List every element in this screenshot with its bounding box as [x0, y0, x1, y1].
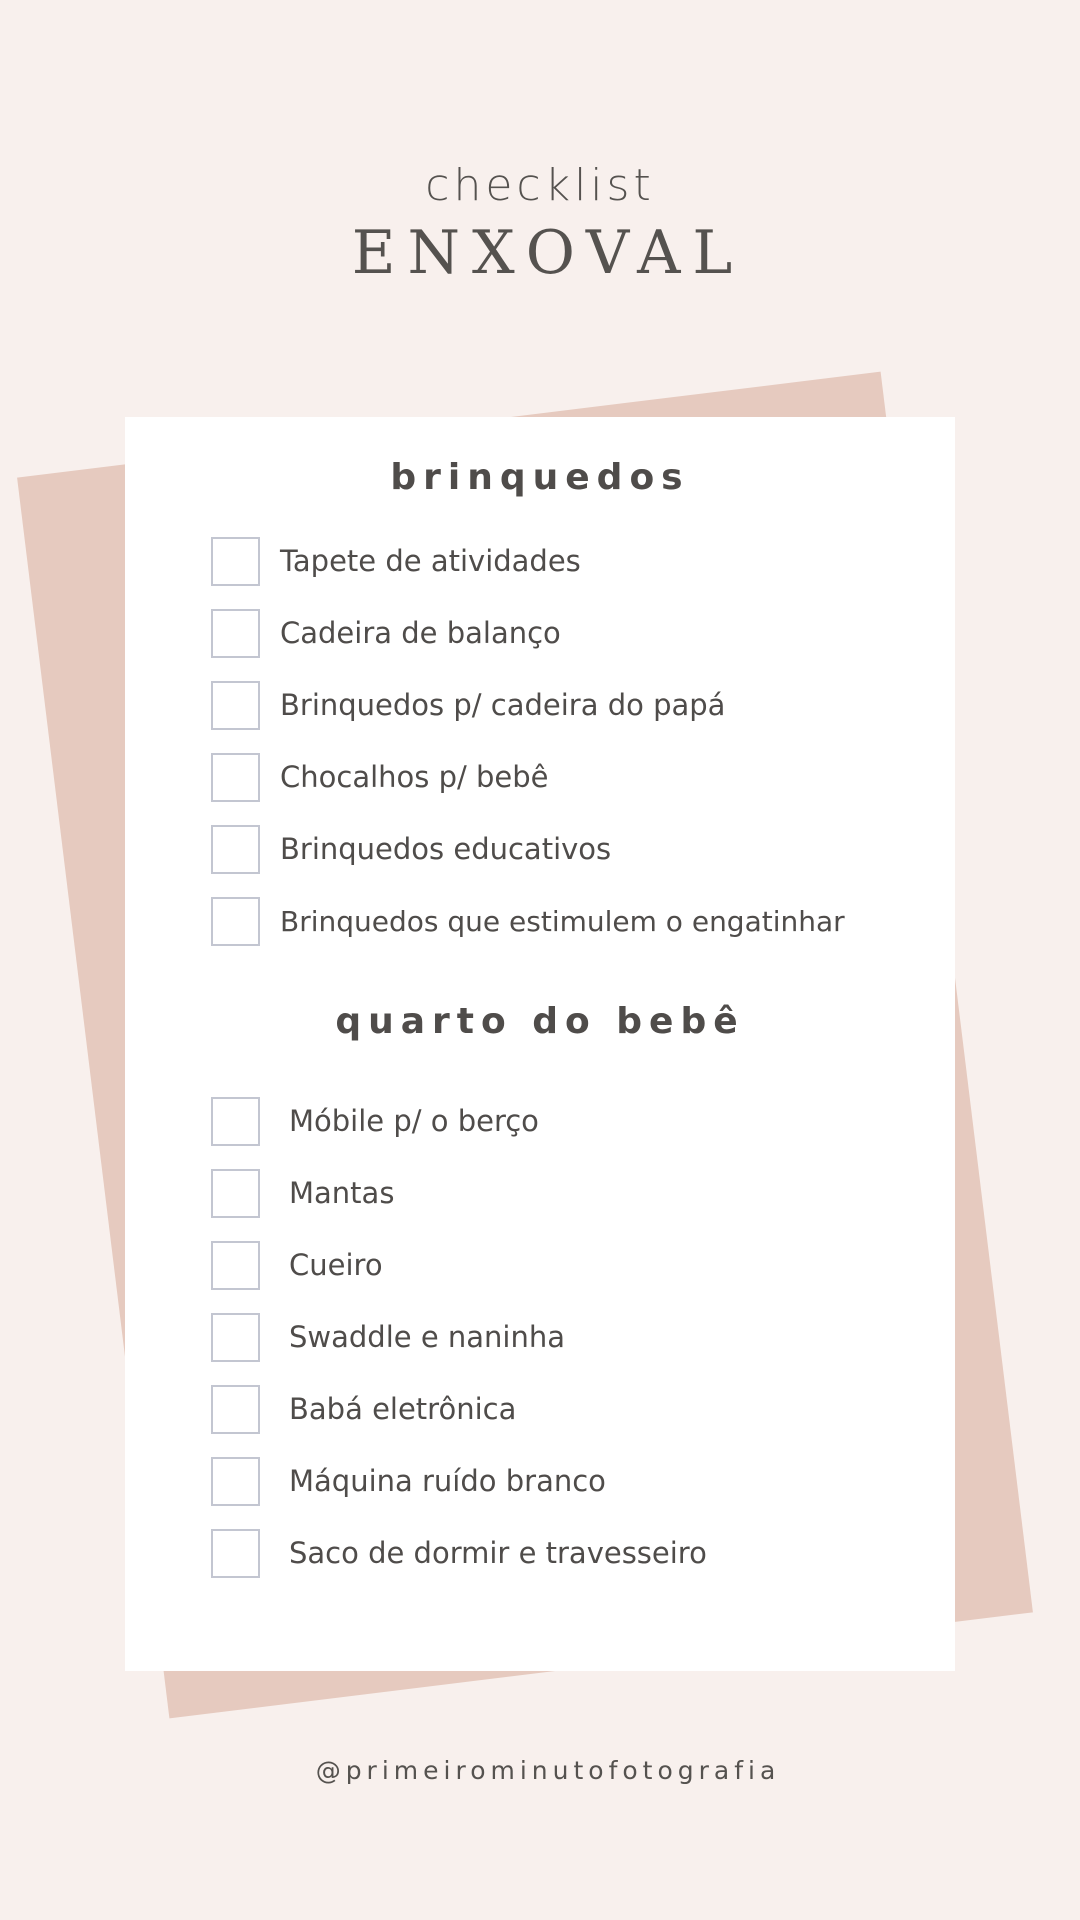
checkbox[interactable]	[211, 1385, 260, 1434]
page-title: ENXOVAL	[351, 218, 745, 288]
item-label: Babá eletrônica	[289, 1392, 517, 1426]
item-label: Tapete de atividades	[280, 544, 581, 578]
item-label: Móbile p/ o berço	[289, 1104, 539, 1138]
item-label: Brinquedos educativos	[280, 832, 612, 866]
checkbox[interactable]	[211, 825, 260, 874]
item-label: Máquina ruído branco	[289, 1464, 606, 1498]
instagram-handle: @primeirominutofotografia	[315, 1756, 781, 1785]
checklist-item[interactable]	[211, 1167, 394, 1219]
checkbox[interactable]	[211, 897, 260, 946]
checkbox[interactable]	[211, 681, 260, 730]
checklist-item[interactable]	[211, 1239, 383, 1291]
checklist-item[interactable]	[211, 1311, 565, 1363]
checkbox[interactable]	[211, 1241, 260, 1290]
section-title-quarto-do-bebe: quarto do bebê	[335, 1001, 745, 1042]
section-title-brinquedos: brinquedos	[390, 457, 690, 498]
item-label: Swaddle e naninha	[289, 1320, 566, 1354]
checkbox[interactable]	[211, 1097, 260, 1146]
checkbox[interactable]	[211, 1313, 260, 1362]
checklist-item[interactable]	[211, 823, 611, 875]
checklist-item[interactable]	[211, 1527, 707, 1579]
checklist-item[interactable]	[211, 679, 725, 731]
item-label: Saco de dormir e travesseiro	[289, 1536, 707, 1570]
checkbox[interactable]	[211, 753, 260, 802]
item-label: Brinquedos p/ cadeira do papá	[280, 688, 726, 722]
checklist-item[interactable]	[211, 895, 845, 947]
checklist-subtitle: checklist	[425, 160, 655, 211]
checklist-item[interactable]	[211, 1095, 539, 1147]
item-label: Cueiro	[289, 1248, 383, 1282]
checkbox[interactable]	[211, 1529, 260, 1578]
checklist-card	[125, 417, 955, 1671]
item-label: Chocalhos p/ bebê	[280, 760, 549, 794]
checkbox[interactable]	[211, 609, 260, 658]
checkbox[interactable]	[211, 1169, 260, 1218]
item-label: Brinquedos que estimulem o engatinhar	[280, 904, 845, 938]
item-label: Cadeira de balanço	[280, 616, 561, 650]
checklist-item[interactable]	[211, 535, 581, 587]
checklist-item[interactable]	[211, 1383, 516, 1435]
checklist-item[interactable]	[211, 1455, 606, 1507]
checklist-item[interactable]	[211, 607, 561, 659]
item-label: Mantas	[289, 1176, 395, 1210]
checklist-item[interactable]	[211, 751, 549, 803]
checkbox[interactable]	[211, 537, 260, 586]
checkbox[interactable]	[211, 1457, 260, 1506]
